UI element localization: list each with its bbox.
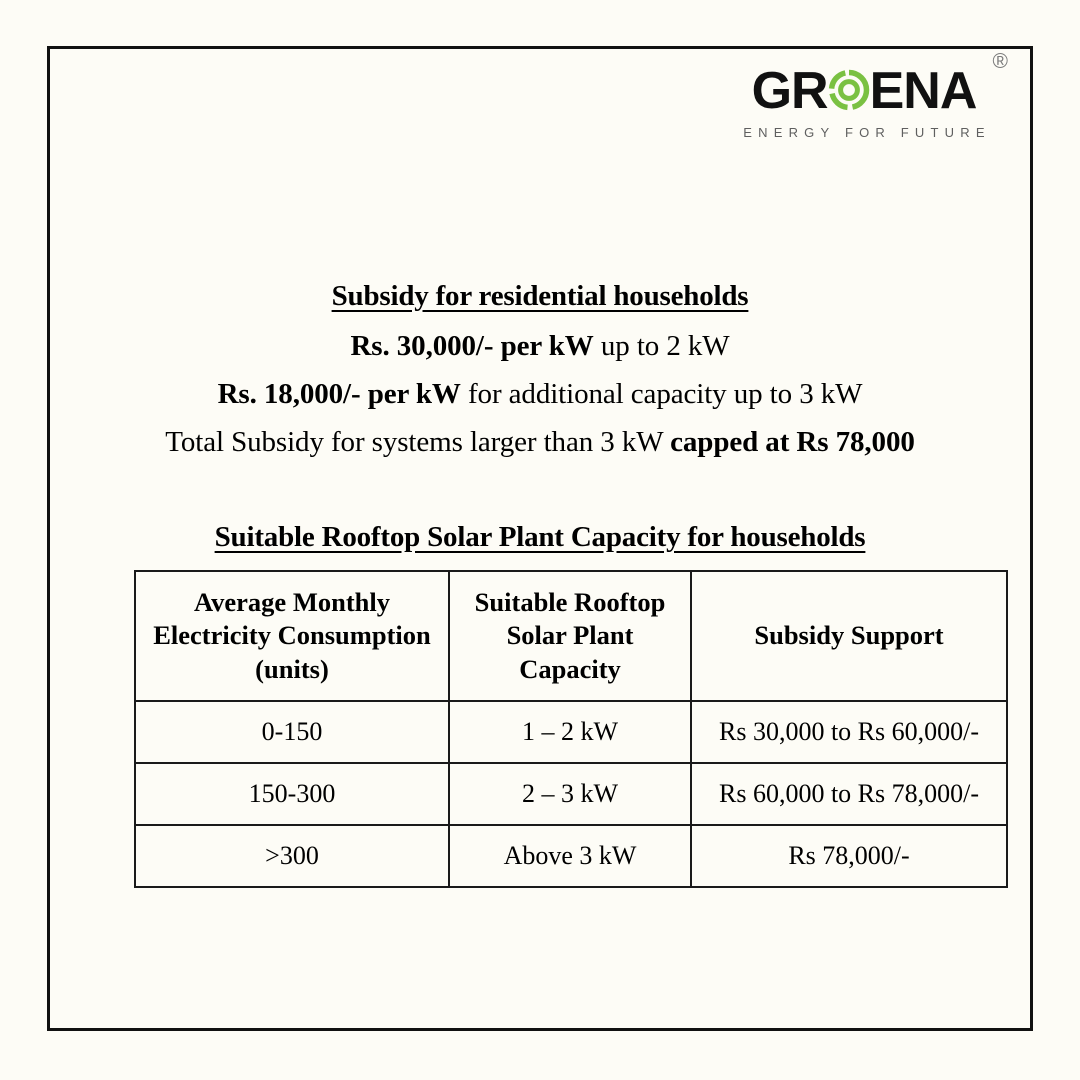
subsidy-line-2 <box>50 378 1030 411</box>
column-header-consumption: Average Monthly Electricity Consumption (units) <box>135 571 449 701</box>
table-body <box>135 701 1007 887</box>
cell-subsidy: Rs 78,000/- <box>691 825 1007 887</box>
heading-subsidy-residential: Subsidy for residential households <box>331 280 749 312</box>
company-logo <box>734 50 1008 140</box>
document-page <box>47 46 1033 1031</box>
cell-capacity: Above 3 kW <box>449 825 691 887</box>
subsidy-line-1-rest: up to 2 kW <box>593 330 730 362</box>
segmented-ring-icon <box>827 68 871 112</box>
cell-consumption: 0-150 <box>135 701 449 763</box>
logo-tagline: ENERGY FOR FUTURE <box>743 125 991 140</box>
subsidy-line-1-bold: Rs. 30,000/- per kW <box>350 330 594 362</box>
subsidy-line-total-bold: capped at Rs 78,000 <box>670 426 915 458</box>
subsidy-line-total <box>50 426 1030 459</box>
logo-wordmark-prefix: GR <box>751 62 828 120</box>
column-header-capacity: Suitable Rooftop Solar Plant Capacity <box>449 571 691 701</box>
heading-suitable-capacity: Suitable Rooftop Solar Plant Capacity for households <box>214 521 866 553</box>
subsidy-line-2-bold: Rs. 18,000/- per kW <box>217 378 461 410</box>
subsidy-line-2-rest: for additional capacity up to 3 kW <box>460 378 863 410</box>
cell-capacity: 2 – 3 kW <box>449 763 691 825</box>
cell-subsidy: Rs 30,000 to Rs 60,000/- <box>691 701 1007 763</box>
column-header-subsidy: Subsidy Support <box>691 571 1007 701</box>
cell-consumption: 150-300 <box>135 763 449 825</box>
table-header <box>135 571 1007 701</box>
logo-wordmark <box>734 50 1008 120</box>
table-row <box>135 701 1007 763</box>
registered-trademark-icon: ® <box>992 50 1008 73</box>
table-row <box>135 763 1007 825</box>
subsidy-line-1 <box>50 330 1030 363</box>
table-row <box>135 825 1007 887</box>
table-header-row <box>135 571 1007 701</box>
subsidy-line-total-rest: Total Subsidy for systems larger than 3 kW <box>165 426 671 458</box>
cell-consumption: >300 <box>135 825 449 887</box>
cell-subsidy: Rs 60,000 to Rs 78,000/- <box>691 763 1007 825</box>
cell-capacity: 1 – 2 kW <box>449 701 691 763</box>
logo-wordmark-suffix: ENA <box>869 62 977 120</box>
capacity-subsidy-table <box>134 570 1008 888</box>
